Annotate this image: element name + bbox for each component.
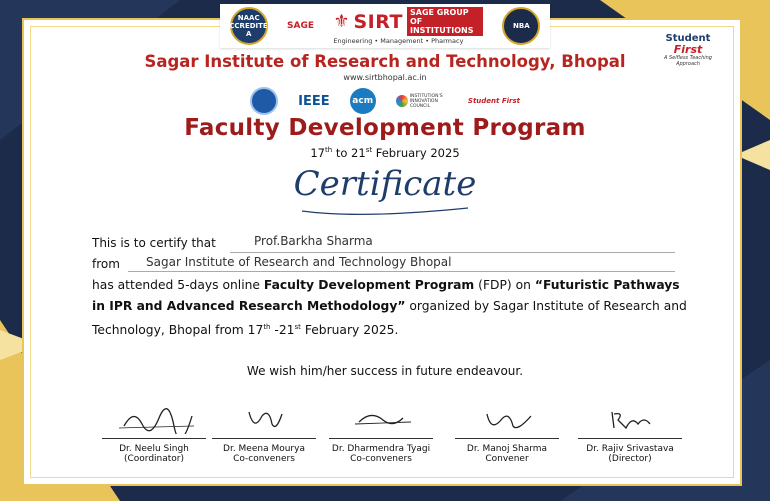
fleur-icon: ⚜ xyxy=(333,11,350,32)
iic-logo: INSTITUTION'S INNOVATION COUNCIL xyxy=(396,94,448,109)
sage-logo: SAGE xyxy=(287,21,314,31)
nba-seal-icon: NBA xyxy=(502,7,540,45)
iic-icon xyxy=(396,95,408,107)
signature-scribble-icon xyxy=(214,406,314,434)
naac-seal-icon xyxy=(223,7,274,45)
signature-scribble-icon xyxy=(457,406,557,434)
sirt-wordmark: SIRT xyxy=(353,10,403,33)
wish-text: We wish him/her success in future endeavour. xyxy=(246,364,524,378)
signature-coordinator: Dr. Neelu Singh (Coordinator) xyxy=(98,406,210,464)
iso-globe-icon xyxy=(250,87,278,115)
certificate-heading: Certificate xyxy=(293,164,477,204)
signature-convener: Dr. Manoj Sharma Convener xyxy=(451,406,563,464)
certify-label: This is to certify that xyxy=(92,236,216,250)
header-logo-strip xyxy=(220,4,550,48)
institute-website: www.sirtbhopal.ac.in xyxy=(343,73,427,82)
program-title: Faculty Development Program xyxy=(184,115,586,141)
from-line xyxy=(128,270,675,272)
signature-scribble-icon xyxy=(580,406,680,434)
program-dates: 17th to 21st February 2025 xyxy=(310,146,460,160)
heading-flourish xyxy=(300,205,470,217)
naac-label: NAAC ACCREDITED A xyxy=(223,14,274,38)
sirt-logo xyxy=(333,7,483,45)
sirt-tagline: Engineering • Management • Pharmacy xyxy=(333,37,464,45)
student-first-logo: Student First A Selfless Teaching Approach xyxy=(664,33,712,67)
signature-director: Dr. Rajiv Srivastava (Director) xyxy=(574,406,686,464)
institute-name: Sagar Institute of Research and Technology, Bhopal xyxy=(144,52,626,71)
ieee-logo: IEEE xyxy=(298,93,330,109)
partner-logos xyxy=(250,88,520,114)
student-first-small-logo: Student First xyxy=(467,97,520,105)
signature-scribble-icon xyxy=(104,406,204,434)
recipient-line xyxy=(230,251,675,253)
signature-co-convener-2: Dr. Dharmendra Tyagi Co-conveners xyxy=(325,406,437,464)
acm-logo: acm xyxy=(350,88,376,114)
signature-co-convener-1: Dr. Meena Mourya Co-conveners xyxy=(208,406,320,464)
from-institute: Sagar Institute of Research and Technology Bhopal xyxy=(146,255,452,269)
signature-scribble-icon xyxy=(331,406,431,434)
recipient-name: Prof.Barkha Sharma xyxy=(254,234,373,248)
group-badge: SAGE GROUP OF INSTITUTIONS xyxy=(407,7,483,36)
from-label: from xyxy=(92,257,120,271)
fdp-topic: “Futuristic Pathways in IPR and Advanced Research Methodology” xyxy=(92,278,680,313)
certificate-body: has attended 5-days online Faculty Development Program (FDP) on “Futuristic Pathways in IPR and Advanced Research Methodology” organized by Sagar Institute of Research and Technology, Bhopal from 17th -21st February 2025. xyxy=(92,278,687,338)
